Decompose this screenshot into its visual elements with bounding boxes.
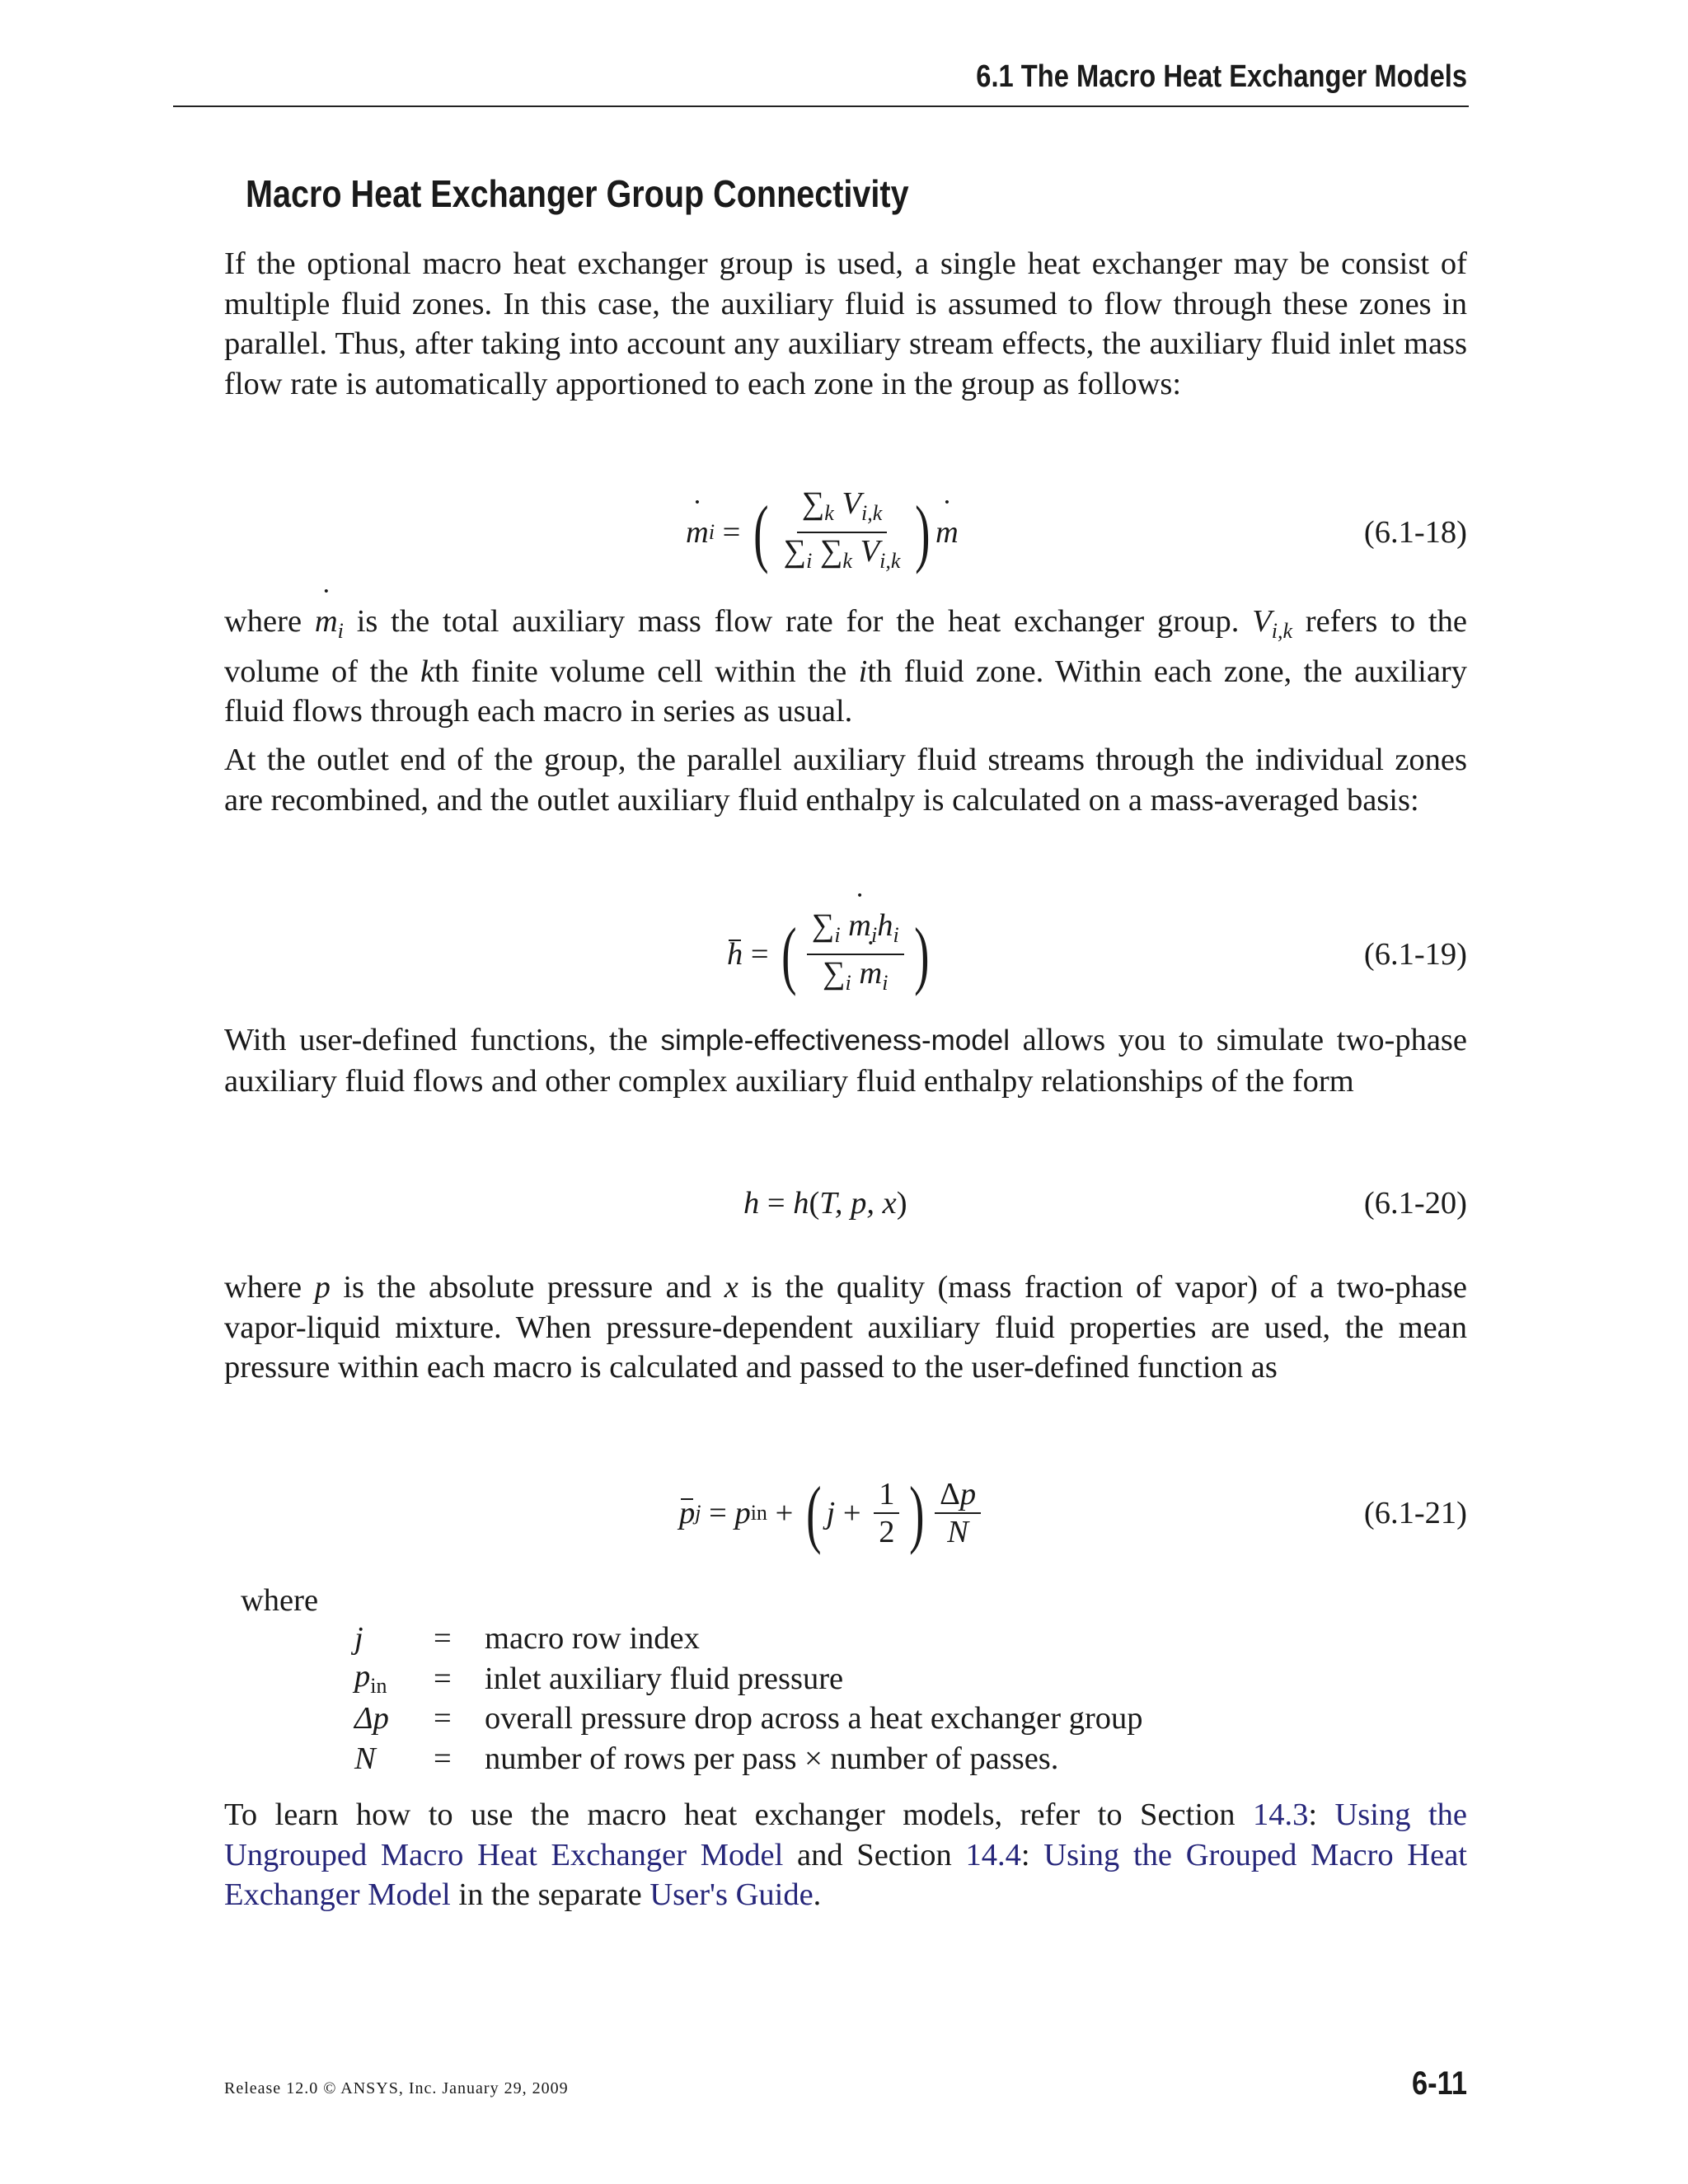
paragraph-references: To learn how to use the macro heat exchanger models, refer to Section 14.3: Using the Ungrouped Macro Heat Exchanger Model and Section 14.4: Using the Grouped Macro Heat Exchanger Model in the separate User's Guide. [224,1797,1467,1912]
paragraph-outlet: At the outlet end of the group, the parallel auxiliary fluid streams through the individual zones are recombined, and the outlet auxiliary fluid enthalpy is calculated on a mass-averaged basis: [224,743,1467,818]
model-name-code: simple-effectiveness-model [660,1024,1010,1057]
definitions-list [354,1619,1143,1779]
page-number: 6-11 [1412,2065,1467,2102]
link-section-14-3[interactable]: 14.3 [1252,1797,1309,1832]
definition-row: N = number of rows per pass × number of passes. [354,1741,1059,1776]
equation-6-1-20: h = h ( T, p, x ) (6.1-20) [224,1170,1467,1236]
paragraph-pressure: where p is the absolute pressure and x is the quality (mass fraction of vapor) of a two-phase vapor-liquid mixture. When pressure-dependent auxiliary fluid properties are used, the mean pressure within each macro is calculated and passed to the user-defined function as [224,1270,1467,1385]
paragraph-udf: With user-defined functions, the simple-effectiveness-model allows you to simulate two-phase auxiliary fluid flows and other complex auxiliary fluid enthalpy relationships of the form [224,1023,1467,1099]
equation-number: (6.1-18) [1363,515,1467,550]
equation-6-1-18: m ˙ i = ( $\frac{\sum_k V_{i,k}}{\sum_i \sum_k V_{i,k}}$ ) m ˙ (6.1-18) [224,483,1467,582]
definition-row: $p_{in}$ = inlet auxiliary fluid pressure [354,1659,844,1699]
equation-6-1-21: p j = p in + ( j + $\frac{1}{2}$ ) $\frac{\Delta p}{N}$ (6.1-21) [224,1464,1467,1563]
definition-row: j = macro row index [354,1621,700,1657]
section-title: Macro Heat Exchanger Group Connectivity [246,172,909,215]
where-label: where [241,1583,319,1618]
equation-number: (6.1-19) [1363,937,1467,972]
link-ungrouped-model[interactable]: Using the Ungrouped Macro Heat Exchanger Model [224,1797,1467,1872]
equation-number: (6.1-20) [1363,1186,1467,1221]
footer-release: Release 12.0 © ANSYS, Inc. January 29, 2009 [224,2079,569,2097]
equation-number: (6.1-21) [1363,1496,1467,1530]
paragraph-definition-mi: where m $˙_i$ is the total auxiliary mass flow rate for the heat exchanger group. $V_{i,k}$ refers to the volume of the kth finite volume cell within the ith fluid zone. Within each zone, the auxiliary fluid flows through each macro in series as usual. [224,602,1467,732]
paragraph-intro: If the optional macro heat exchanger group is used, a single heat exchanger may be consist of multiple fluid zones. In this case, the auxiliary fluid is assumed to flow through these zones in parallel. Thus, after taking into account any auxiliary stream effects, the auxiliary fluid inlet mass flow rate is automatically apportioned to each zone in the group as follows: [224,246,1467,401]
link-section-14-4[interactable]: 14.4 [965,1837,1021,1872]
definition-row: Δp = overall pressure drop across a heat exchanger group [354,1701,1143,1736]
header-rule [173,105,1469,107]
running-head: 6.1 The Macro Heat Exchanger Models [976,59,1467,94]
equation-6-1-19: h = ( $\frac{\sum_i m ˙_ih_i}{\sum_i m ˙_i}$ ) (6.1-19) [224,905,1467,1004]
link-users-guide[interactable]: User's Guide [649,1877,814,1912]
link-grouped-model[interactable]: Using the Grouped Macro Heat Exchanger Model [224,1837,1467,1912]
